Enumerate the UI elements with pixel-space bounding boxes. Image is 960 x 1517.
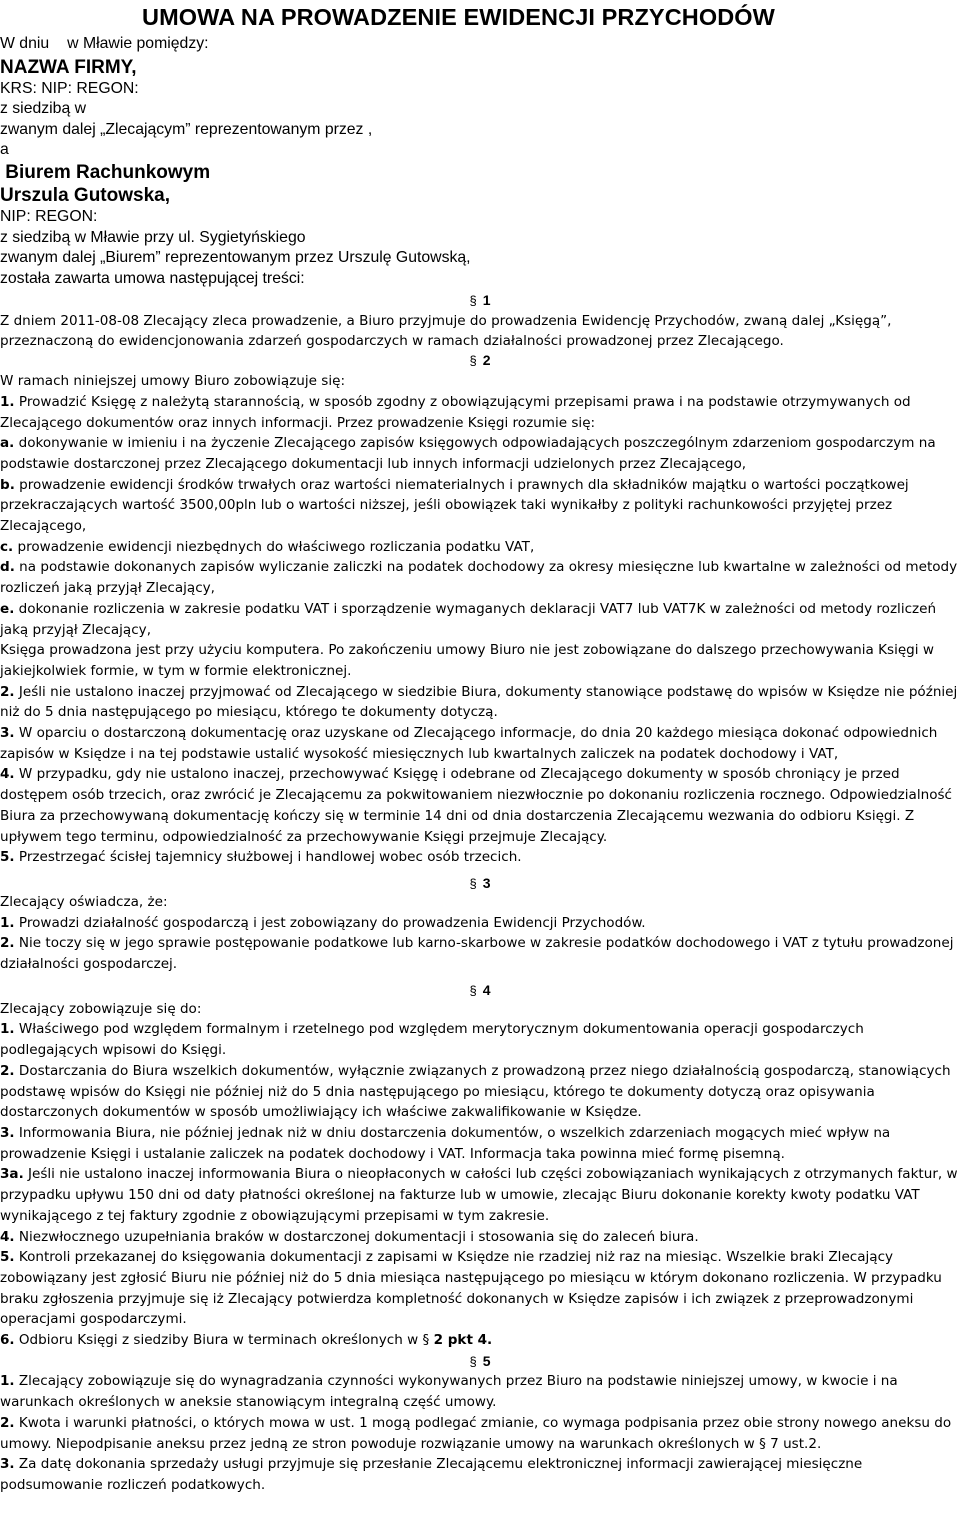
and-label: a [0,141,9,159]
office-seat: z siedzibą w Mławie przy ul. Sygietyńskiego [0,228,306,246]
section-sign: § [469,875,477,891]
office-representation: zwanym dalej „Biurem” reprezentowanym przez Urszulę Gutowską, [0,249,471,267]
section-sign: § [422,1332,430,1349]
list-item: 4. W przypadku, gdy nie ustalono inaczej, przechowywać Księgę i odebrane od Zlecającego dokumenty w sposób chroniący je przed dostępem osób trzecich, oraz zwrócić je Zlecającemu za pokwitowaniem niezwłocznie po dokonaniu rozliczenia rocznego. Odpowiedzialność Biura za przechowywaną dokumentację kończy się w terminie 14 dni od dnia dostarczenia Zlecającemu wezwania do odbioru Księgi. Z upływem tego terminu, odpowiedzialność za przechowywanie Księgi przejmuje Zlecający. [0,766,952,845]
section-4-intro: Zlecający zobowiązuje się do: [0,1000,202,1017]
list-item: 3. Za datę dokonania sprzedaży usługi przyjmuje się przesłanie Zlecającemu elektronicznej informacji zawierającej miesięczne podsumowanie rozliczeń podatkowych. [0,1456,863,1493]
section-heading-4: § 4 [0,977,960,999]
list-item: 3. Informowania Biura, nie później jednak niż w dniu dostarczenia dokumentów, o wszelkich zdarzeniach mogących mieć wpływ na prowadzenie Księgi i ustalanie zaliczek na podatek dochodowy i VAT. Informacja taka powinna mieć formę pisemną. [0,1125,891,1162]
section-heading-5: § 5 [0,1351,960,1372]
list-item: 1. Właściwego pod względem formalnym i rzetelnego pod względem merytorycznym dokumentowania operacji gospodarczych podlegających wpisowi do Księgi. [0,1021,864,1059]
section-3-intro: Zlecający oświadcza, że: [0,893,168,910]
firm-ids: KRS: NIP: REGON: [0,79,139,97]
office-ids: NIP: REGON: [0,207,98,225]
section-2-intro: W ramach niniejszej umowy Biuro zobowiązuje się: [0,373,346,390]
firm-seat: z siedzibą w [0,100,87,118]
date-place-line [0,34,700,55]
section-heading-1: § 1 [0,290,960,311]
list-item: c. prowadzenie ewidencji niezbędnych do właściwego rozliczania podatku VAT, [0,538,535,555]
computer-note: Księga prowadzona jest przy użyciu komputera. Po zakończeniu umowy Biuro nie jest zobowiązane do dalszego przechowywania Księgi w jakiejkolwiek formie, w tym w formie elektronicznej. [0,642,934,679]
section-sign: § [469,353,477,369]
list-item: 6. Odbioru Księgi z siedziby Biura w terminach określonych w § 2 pkt 4. [0,1332,493,1349]
firm-representation: zwanym dalej „Zlecającym” reprezentowanym przez , [0,120,373,138]
firm-name: NAZWA FIRMY, [0,56,137,78]
section-1-text: Z dniem 2011-08-08 Zlecający zleca prowadzenie, a Biuro przyjmuje do prowadzenia Ewidencję Przychodów, zwaną dalej „Księgą”, przeznaczoną do ewidencjonowania zdarzeń gospodarczych w ramach działalności prowadzonej przez Zlecającego. [0,312,892,350]
place-label: w Mławie pomiędzy: [67,35,209,52]
list-item: 2. Jeśli nie ustalono inaczej przyjmować od Zlecającego w siedzibie Biura, dokumenty stanowiące podstawę do wpisów w Księdze nie później niż do 5 dnia następującego po miesiącu, którego te dokumenty dotyczą. [0,683,958,721]
list-item: 2. Dostarczania do Biura wszelkich dokumentów, wyłącznie związanych z prowadzoną przez niego działalnością gospodarczą, stanowiących podstawę wpisów do Księgi nie później niż do 5 dnia następującego po miesiącu, którego te dokumenty dotyczą oraz opisywania dostarczonych dokumentów w sposób umożliwiający ich właściwe zakwalifikowanie w Księdze. [0,1062,951,1121]
list-item: 2. Nie toczy się w jego sprawie postępowanie podatkowe lub karno-skarbowe w zakresie podatków dochodowego i VAT z tytułu prowadzonej działalności gospodarczej. [0,935,954,973]
contract-body [0,290,960,1496]
list-item: 3a. Jeśli nie ustalono inaczej informowania Biura o nieopłaconych w całości lub części zobowiązaniach wynikających z otrzymanych faktur, w przypadku upływu 150 dni od daty płatności określonej na fakturze lub w umowie, zlecając Biuru dokonanie korekty kwoty podatku VAT wynikającego z tej faktury zgodnie z obowiązującymi przepisami w tym zakresie. [0,1166,958,1224]
list-item: 1. Prowadzi działalność gospodarczą i jest zobowiązany do prowadzenia Ewidencji Przychodów. [0,914,646,931]
list-item: d. na podstawie dokonanych zapisów wyliczanie zaliczki na podatek dochodowy za okresy miesięczne lub kwartalne w zależności od metody rozliczeń jaką przyjął Zlecający, [0,559,958,597]
list-item: 3. W oparciu o dostarczoną dokumentację oraz uzyskane od Zlecającego informacje, do dnia 20 każdego miesiąca dokonać odpowiednich zapisów w Księdze i na tej podstawie ustalić wysokość miesięcznych lub kwartalnych zaliczek na podatek dochodowy i VAT, [0,725,938,762]
section-heading-3: § 3 [0,870,960,892]
section-sign: § [469,293,477,308]
list-item: 5. Przestrzegać ścisłej tajemnicy służbowej i handlowej wobec osób trzecich. [0,849,522,866]
concluded-line: została zawarta umowa następującej treści: [0,269,305,287]
list-item: 4. Niezwłocznego uzupełniania braków w dostarczonej dokumentacji i stosowania się do zaleceń biura. [0,1228,699,1245]
list-item: 1. Zlecający zobowiązuje się do wynagradzania czynności wykonywanych przez Biuro na podstawie niniejszej umowy, w kwocie i na warunkach określonych w aneksie stanowiącym integralną część umowy. [0,1373,898,1411]
list-item: e. dokonanie rozliczenia w zakresie podatku VAT i sporządzenie wymaganych deklaracji VAT7 lub VAT7K w zależności od metody rozliczeń jaką przyjął Zlecający, [0,600,937,638]
section-heading-2: § 2 [469,352,491,369]
parties-header [0,34,700,289]
list-item: 5. Kontroli przekazanej do księgowania dokumentacji z zapisami w Księdze nie rzadziej niż raz na miesiąc. Wszelkie braki Zlecający zobowiązany jest zgłosić Biuru nie później niż do 5 dnia miesiąca następującego po miesiącu w którym dokonano rozliczenia. W przypadku braku zgłoszenia przyjmuje się iż Zlecający potwierdza kompletność dokonanych w Księdze zapisów i ich związek z przeprowadzonymi operacjami gospodarczymi. [0,1249,942,1328]
list-item: a. dokonywanie w imieniu i na życzenie Zlecającego zapisów księgowych odpowiadających poszczególnym zdarzeniom gospodarczym na podstawie dostarczonej przez Zlecającego dokumentacji lub innych informacji udzielonych przez Zlecającego, [0,435,936,472]
office-owner: Urszula Gutowska, [0,184,170,206]
date-label: W dniu [0,35,50,52]
list-item: b. prowadzenie ewidencji środków trwałych oraz wartości niematerialnych i prawnych dla składników majątku o wartości początkowej przekraczających wartość 3500,00pln lub o wartości niższej, jeśli obowiązek taki wynikałby z polityki rachunkowości przyjętej przez Zlecającego, [0,476,909,535]
list-item: 1. Prowadzić Księgę z należytą starannością, w sposób zgodny z obowiązującymi przepisami prawa i na podstawie otrzymywanych od Zlecającego dokumentów oraz innych informacji. Przez prowadzenie Księgi rozumie się: [0,393,911,431]
list-item: 2. Kwota i warunki płatności, o których mowa w ust. 1 mogą podlegać zmianie, co wymaga podpisania przez obie strony nowego aneksu do umowy. Niepodpisanie aneksu przez jedną ze stron powoduje rozwiązanie umowy na warunkach określonych w § 7 ust.2. [0,1414,952,1452]
document-title: UMOWA NA PROWADZENIE EWIDENCJI PRZYCHODÓW [142,4,775,30]
section-sign: § [469,1353,477,1369]
office-name: Biurem Rachunkowym [5,161,211,183]
section-sign: § [469,982,477,998]
